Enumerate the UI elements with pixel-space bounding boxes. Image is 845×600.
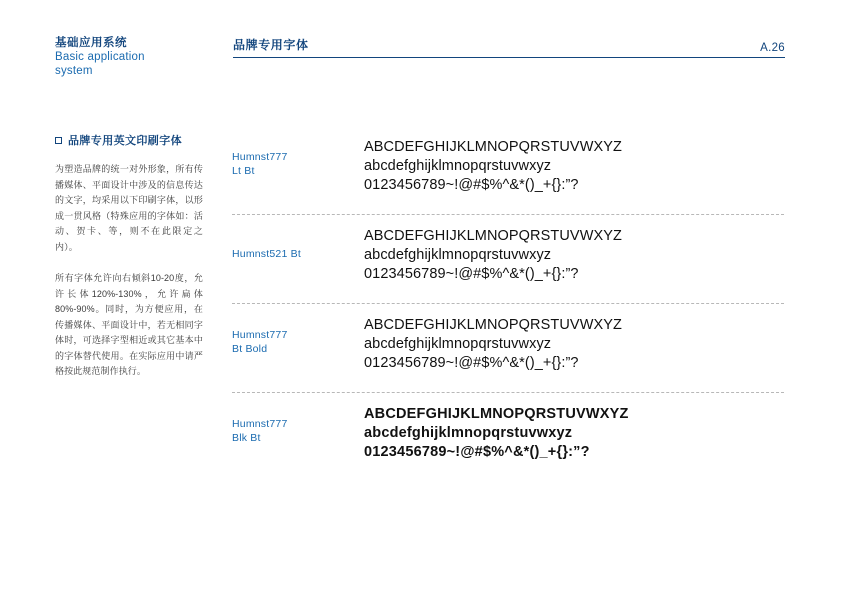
- specimen-name-line1: Humnst777: [232, 329, 288, 341]
- sidebar-paragraph-2: 所有字体允许向右倾斜10-20度，允许长体120%-130%，允许扁体80%-90%。同时，为方便应用，在传播媒体、平面设计中，若无相同字体时，可选择字型相近或其它基本中的字体替代使用。在实际应用中请严格按此规范制作执行。: [55, 273, 203, 376]
- typeface-specimen-list: [232, 126, 784, 481]
- specimen-sample-uppercase: ABCDEFGHIJKLMNOPQRSTUVWXYZ: [364, 139, 622, 155]
- specimen-row: [232, 126, 784, 214]
- specimen-sample-symbols: 0123456789~!@#$%^&*()_+{}:”?: [364, 444, 590, 460]
- specimen-name: [232, 417, 350, 445]
- specimen-name-line1: Humnst777: [232, 418, 288, 430]
- header-section-label: [55, 36, 225, 78]
- sidebar-notes: [55, 132, 203, 396]
- header-section-en-line1: Basic application: [55, 51, 145, 63]
- header-divider: [233, 57, 785, 58]
- specimen-name-line2: Bt Bold: [232, 343, 268, 355]
- sidebar-heading-text: 品牌专用英文印刷字体: [68, 135, 182, 147]
- header-section-cn: 基础应用系统: [55, 37, 127, 49]
- specimen-sample-lowercase: abcdefghijklmnopqrstuvwxyz: [364, 336, 552, 352]
- sidebar-heading: [55, 132, 203, 148]
- specimen-name-line2: Lt Bt: [232, 165, 255, 177]
- specimen-row: [232, 392, 784, 481]
- specimen-sample-symbols: 0123456789~!@#$%^&*()_+{}:”?: [364, 266, 579, 282]
- specimen-sample: [364, 316, 784, 373]
- specimen-sample-uppercase: ABCDEFGHIJKLMNOPQRSTUVWXYZ: [364, 406, 629, 422]
- bullet-square-icon: [55, 137, 62, 144]
- specimen-sample-lowercase: abcdefghijklmnopqrstuvwxyz: [364, 247, 552, 263]
- specimen-name-line1: Humnst777: [232, 151, 288, 163]
- specimen-sample: [364, 405, 784, 462]
- header-section-en-line2: system: [55, 65, 93, 77]
- specimen-name-line1: Humnst521 Bt: [232, 248, 301, 260]
- specimen-sample: [364, 138, 784, 195]
- specimen-name: [232, 150, 350, 178]
- specimen-name: [232, 328, 350, 356]
- specimen-sample-uppercase: ABCDEFGHIJKLMNOPQRSTUVWXYZ: [364, 228, 622, 244]
- specimen-row: [232, 303, 784, 392]
- page-number: A.26: [760, 42, 785, 54]
- specimen-row: [232, 214, 784, 303]
- specimen-name-line2: Blk Bt: [232, 432, 261, 444]
- specimen-sample-lowercase: abcdefghijklmnopqrstuvwxyz: [364, 425, 573, 441]
- specimen-sample-uppercase: ABCDEFGHIJKLMNOPQRSTUVWXYZ: [364, 317, 622, 333]
- specimen-sample: [364, 227, 784, 284]
- specimen-sample-symbols: 0123456789~!@#$%^&*()_+{}:”?: [364, 355, 579, 371]
- sidebar-paragraph-1: 为塑造品牌的统一对外形象，所有传播媒体、平面设计中涉及的信息传达的文字，均采用以下印刷字体，以形成一贯风格（特殊应用的字体如：活动、贺卡、等，则不在此限定之内）。: [55, 164, 203, 252]
- specimen-sample-symbols: 0123456789~!@#$%^&*()_+{}:”?: [364, 177, 579, 193]
- page-header: [55, 36, 785, 77]
- specimen-sample-lowercase: abcdefghijklmnopqrstuvwxyz: [364, 158, 552, 174]
- specimen-name: [232, 247, 350, 261]
- page-title: 品牌专用字体: [233, 38, 309, 52]
